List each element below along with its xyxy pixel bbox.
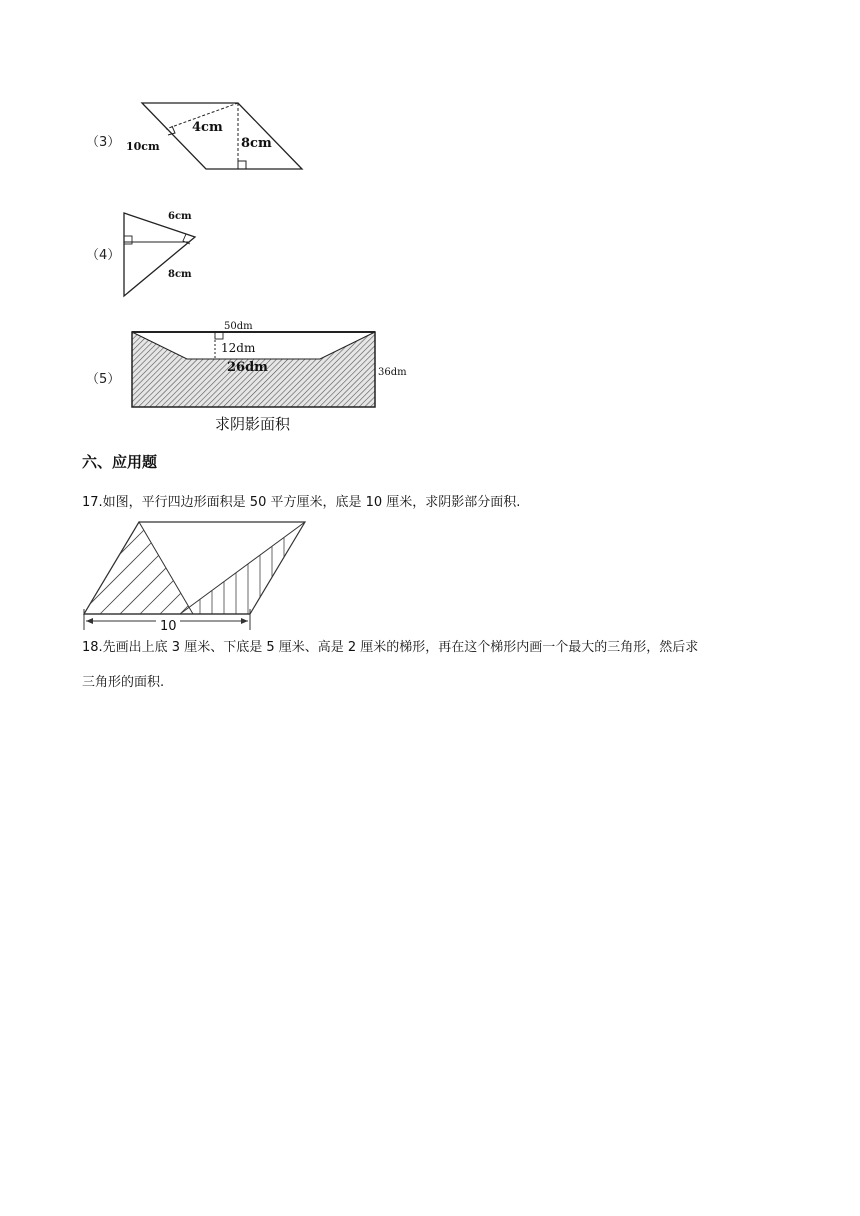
figure-4-triangle — [115, 205, 225, 300]
question-17-base-label: 10 — [160, 619, 177, 634]
figure-4-label: （4） — [86, 248, 121, 263]
question-17-parallelogram — [80, 518, 340, 633]
figure-5-top-length: 50dm — [224, 321, 253, 332]
figure-3-label: （3） — [86, 135, 121, 150]
figure-5-bottom-length: 26dm — [227, 360, 268, 375]
figure-5-caption: 求阴影面积 — [215, 415, 291, 433]
figure-3-parallelogram — [120, 95, 310, 180]
figure-3-vert-height: 8cm — [241, 136, 272, 151]
figure-4-top-side: 6cm — [168, 211, 192, 222]
figure-4-bottom-side: 8cm — [168, 269, 192, 280]
figure-5-shaded-rectangle — [125, 318, 425, 438]
figure-3-side: 10cm — [126, 140, 160, 153]
question-17-text: 17.如图，平行四边形面积是 50 平方厘米，底是 10 厘米，求阴影部分面积. — [82, 495, 521, 510]
question-18-line-2: 三角形的面积. — [82, 675, 165, 690]
figure-3-diag-height: 4cm — [192, 120, 223, 135]
figure-5-label: （5） — [86, 372, 121, 387]
figure-5-depth: 12dm — [221, 341, 256, 355]
question-18-line-1: 18.先画出上底 3 厘米、下底是 5 厘米、高是 2 厘米的梯形，再在这个梯形内画一个最大的三角形，然后求 — [82, 640, 699, 655]
figure-5-height: 36dm — [378, 367, 407, 378]
section-title: 六、应用题 — [82, 453, 158, 471]
